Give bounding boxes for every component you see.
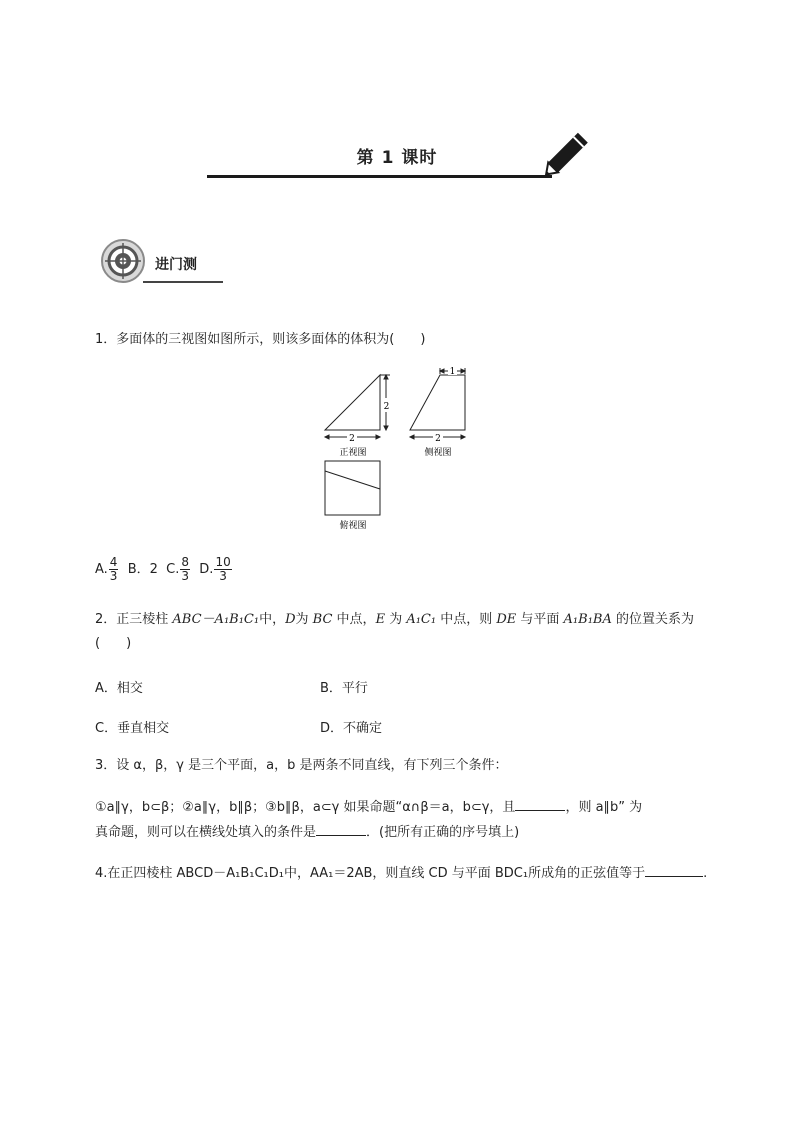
page-title: 第 1 课时 xyxy=(356,148,438,168)
question-3: 3．设 α，β，γ 是三个平面，a，b 是两条不同直线，有下列三个条件： xyxy=(95,758,508,773)
q2-option-c[interactable]: C．垂直相交 xyxy=(95,721,170,736)
answer-blank[interactable] xyxy=(515,796,565,811)
front-view xyxy=(325,375,390,439)
side-view xyxy=(410,368,465,439)
option-d[interactable]: D. $\frac{10}{3}$ xyxy=(199,555,231,583)
dim-side-top: 1 xyxy=(449,367,456,377)
question-2: 2．正三棱柱 ABC－A₁B₁C₁中，D为 BC 中点，E 为 A₁C₁ 中点，则 DE 与平面 A₁B₁BA 的位置关系为 xyxy=(95,612,694,627)
section-label: 进门测 xyxy=(155,257,197,273)
answer-blank[interactable] xyxy=(316,821,366,836)
side-view-label: 侧视图 xyxy=(424,448,452,458)
question-1 xyxy=(95,328,715,352)
dim-front-width: 2 xyxy=(349,434,355,444)
title-underline xyxy=(207,175,552,178)
q1-options xyxy=(95,555,715,585)
q2-option-d[interactable]: D．不确定 xyxy=(320,721,383,736)
option-b[interactable]: B．2 xyxy=(127,562,158,577)
q2-option-b[interactable]: B．平行 xyxy=(320,681,368,696)
question-3-line3: 真命题，则可以在横线处填入的条件是 ．(把所有正确的序号填上) xyxy=(95,821,715,845)
question-3-conditions: ①a∥γ，b⊂β；②a∥γ，b∥β；③b∥β，a⊂γ 如果命题“α∩β＝a，b⊂γ，且 ，则 a∥b” 为 xyxy=(95,796,715,820)
front-view-label: 正视图 xyxy=(339,448,367,458)
top-view xyxy=(325,461,380,515)
question-4: 4.在正四棱柱 ABCD－A₁B₁C₁D₁中，AA₁＝2AB，则直线 CD 与平面 BDC₁所成角的正弦值等于 . xyxy=(95,862,715,886)
question-number: 1． xyxy=(95,332,117,347)
answer-blank[interactable] xyxy=(645,862,703,877)
dim-front-height: 2 xyxy=(383,402,390,412)
dim-side-bottom: 2 xyxy=(435,434,441,444)
pencil-icon xyxy=(540,126,596,182)
question-2-paren: ( ) xyxy=(95,636,132,651)
question-text: 多面体的三视图如图所示，则该多面体的体积为( ) xyxy=(116,332,426,347)
top-view-label: 俯视图 xyxy=(339,521,367,531)
target-icon xyxy=(100,238,146,284)
three-view-figure xyxy=(320,365,480,535)
section-underline xyxy=(143,281,223,283)
q2-option-a[interactable]: A．相交 xyxy=(95,681,143,696)
option-a[interactable]: A. $\frac{4}{3}$ xyxy=(95,555,118,583)
option-c[interactable]: C. $\frac{8}{3}$ xyxy=(166,555,190,583)
